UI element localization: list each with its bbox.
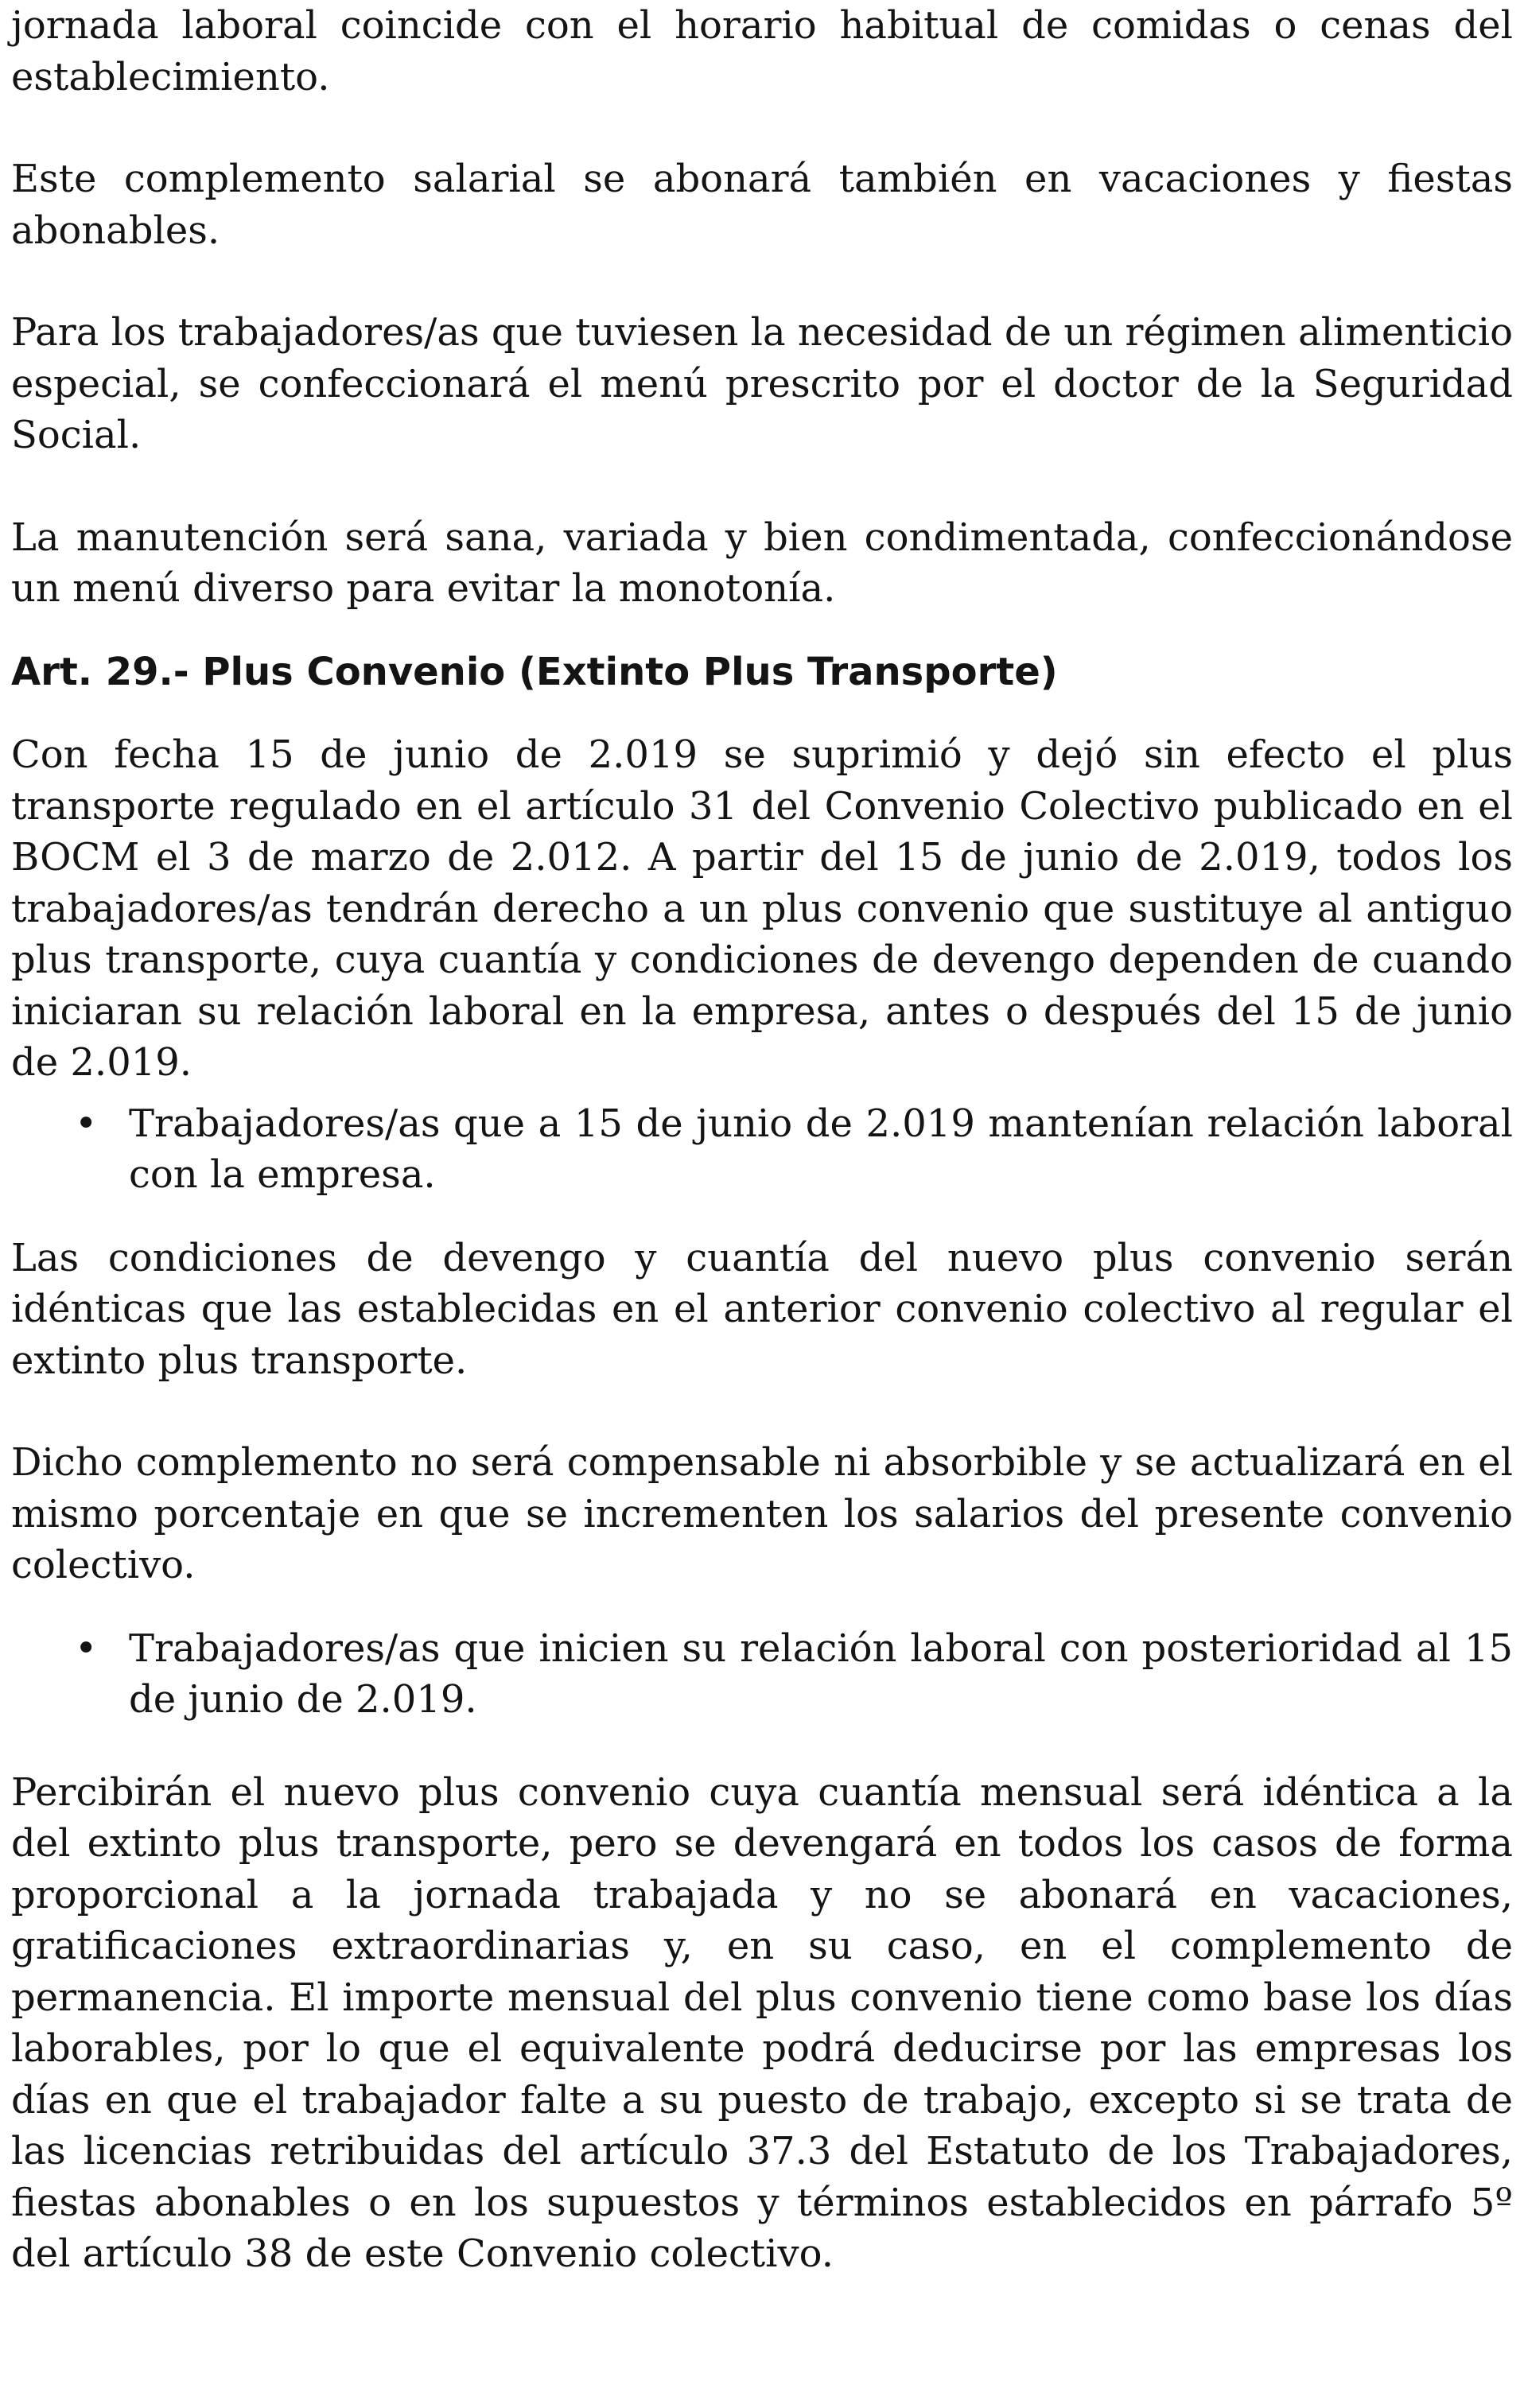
paragraph-not-compensable: Dicho complemento no será compensable ni absorbible y se actualizará en el mismo porcentaje en que se incrementen los salarios del presente convenio colectivo. xyxy=(11,1440,1513,1587)
paragraph-menu-variety: La manutención será sana, variada y bien condimentada, confeccionándose un menú diverso para evitar la monotonía. xyxy=(11,515,1513,611)
bullet-icon: • xyxy=(75,1625,98,1671)
list-item xyxy=(75,1098,1513,1201)
article-intro: Con fecha 15 de junio de 2.019 se suprimió y dejó sin efecto el plus transporte regulado en el artículo 31 del Convenio Colectivo publicado en el BOCM el 3 de marzo de 2.012. A partir del 15 de junio de 2.019, todos los trabajadores/as tendrán derecho a un plus convenio que sustituye al antiguo plus transporte, cuya cuantía y condiciones de devengo dependen de cuando iniciaran su relación laboral en la empresa, antes o después del 15 de junio de 2.019. xyxy=(11,732,1513,1085)
bullet-text: Trabajadores/as que inicien su relación laboral con posterioridad al 15 de junio de 2.019. xyxy=(129,1625,1513,1722)
bullet-icon: • xyxy=(75,1101,98,1146)
paragraph-vacation-payment: Este complemento salarial se abonará también en vacaciones y fiestas abonables. xyxy=(11,157,1513,253)
list-item xyxy=(75,1623,1513,1726)
bullet-text: Trabajadores/as que a 15 de junio de 2.019 mantenían relación laboral con la empresa. xyxy=(129,1101,1513,1197)
bullet-list-2 xyxy=(11,1623,1513,1726)
article-heading: Art. 29.- Plus Convenio (Extinto Plus Transporte) xyxy=(11,649,1058,694)
bullet-list-1 xyxy=(11,1098,1513,1201)
paragraph-meal-schedule: jornada laboral coincide con el horario habitual de comidas o cenas del establecimiento. xyxy=(11,3,1513,99)
paragraph-conditions: Las condiciones de devengo y cuantía del nuevo plus convenio serán idénticas que las establecidas en el anterior convenio colectivo al regular el extinto plus transporte. xyxy=(11,1235,1513,1383)
paragraph-special-diet: Para los trabajadores/as que tuviesen la necesidad de un régimen alimenticio especial, se confeccionará el menú prescrito por el doctor de la Seguridad Social. xyxy=(11,310,1513,457)
document-page xyxy=(11,0,1513,2331)
paragraph-final: Percibirán el nuevo plus convenio cuya cuantía mensual será idéntica a la del extinto plus transporte, pero se devengará en todos los casos de forma proporcional a la jornada trabajada y no se abonará en vacaciones, gratificaciones extraordinarias y, en su caso, en el complemento de permanencia. El importe mensual del plus convenio tiene como base los días laborables, por lo que el equivalente podrá deducirse por las empresas los días en que el trabajador falte a su puesto de trabajo, excepto si se trata de las licencias retribuidas del artículo 37.3 del Estatuto de los Trabajadores, fiestas abonables o en los supuestos y términos establecidos en párrafo 5º del artículo 38 de este Convenio colectivo. xyxy=(11,1769,1513,2276)
